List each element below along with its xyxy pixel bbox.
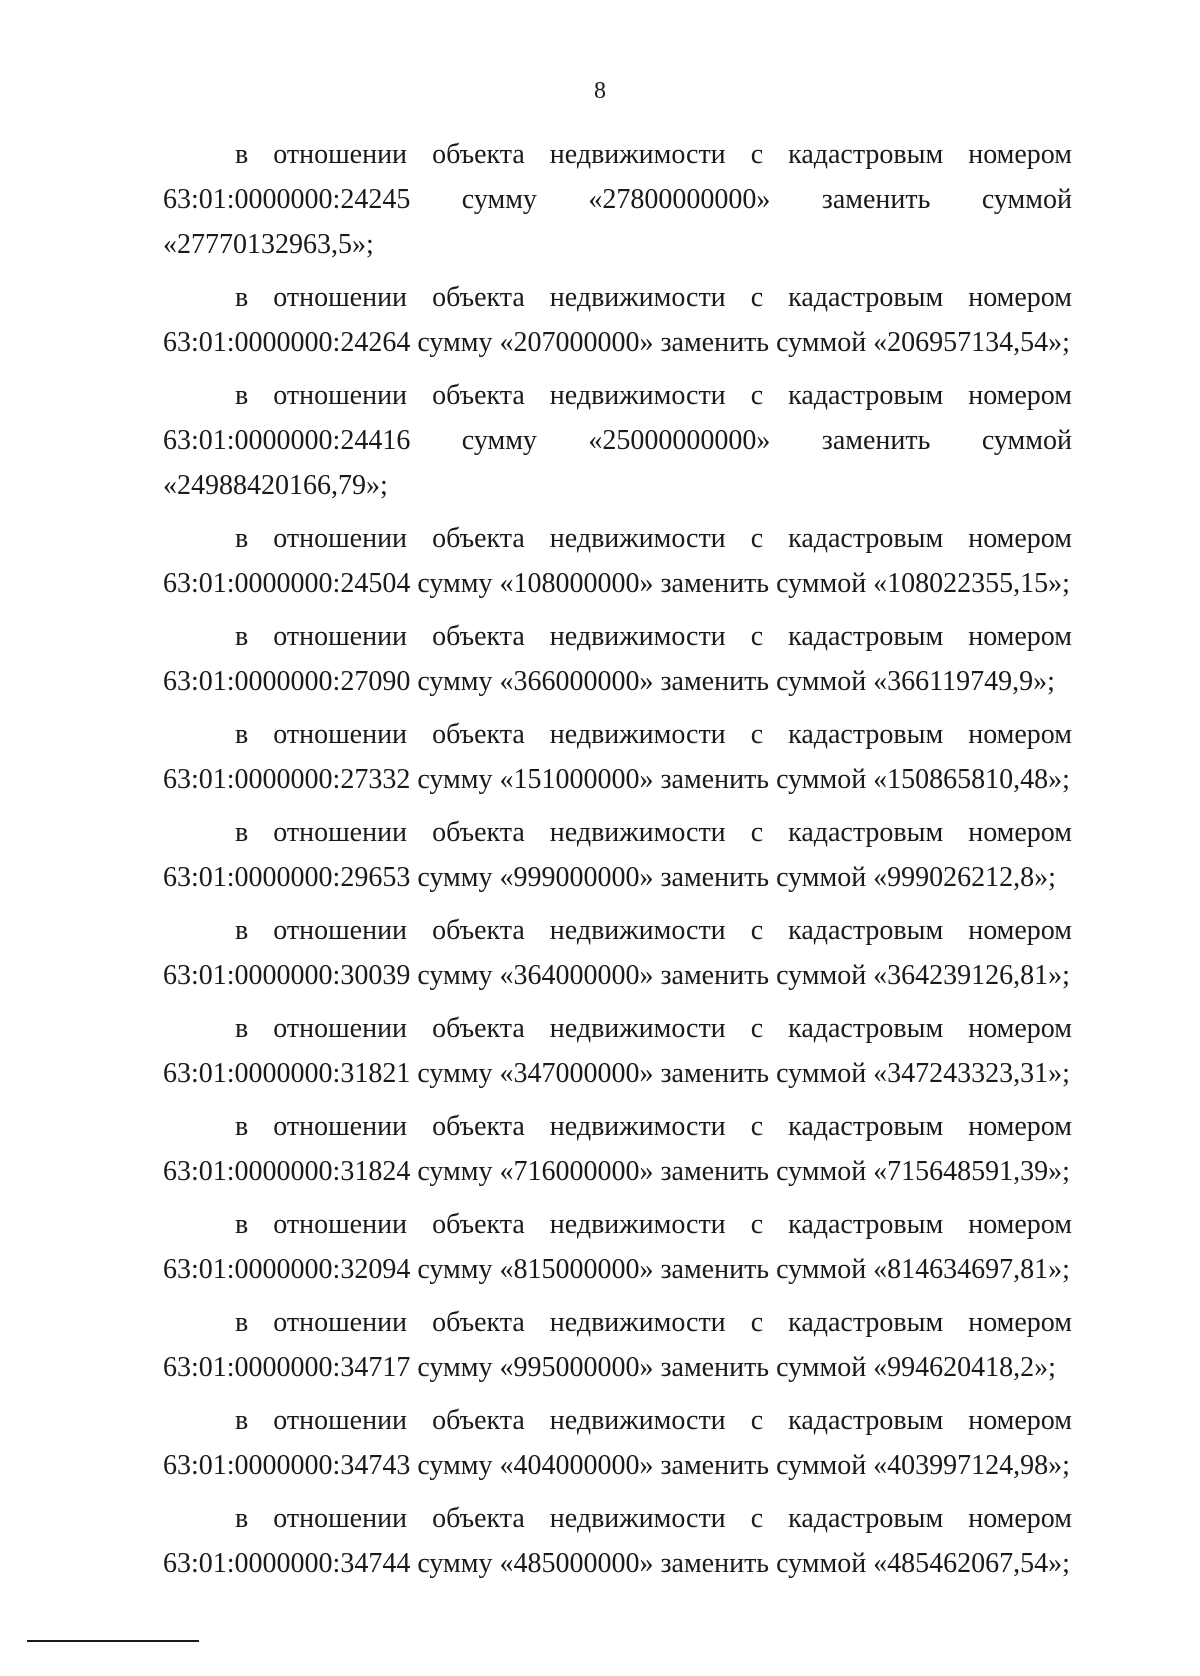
paragraph — [163, 516, 1072, 606]
word: в — [235, 915, 249, 946]
word: кадастровым — [788, 139, 944, 170]
word: заменить — [821, 425, 931, 456]
word: в — [235, 719, 249, 750]
word: в — [235, 1209, 249, 1240]
paragraph — [163, 810, 1072, 900]
paragraph — [163, 1398, 1072, 1488]
text-line: 63:01:0000000:32094 сумму «815000000» заменить суммой «814634697,81»; — [163, 1254, 1070, 1285]
word: отношении — [273, 523, 408, 554]
word: номером — [968, 1503, 1072, 1534]
word: недвижимости — [549, 139, 726, 170]
word: кадастровым — [788, 523, 944, 554]
justified-line — [163, 132, 1072, 177]
paragraph — [163, 1006, 1072, 1096]
word: номером — [968, 1111, 1072, 1142]
word: номером — [968, 139, 1072, 170]
word: кадастровым — [788, 1503, 944, 1534]
paragraph — [163, 275, 1072, 365]
paragraph — [163, 1104, 1072, 1194]
text-line: 63:01:0000000:34744 сумму «485000000» заменить суммой «485462067,54»; — [163, 1548, 1070, 1579]
word: с — [750, 817, 764, 848]
word: номером — [968, 523, 1072, 554]
word: кадастровым — [788, 380, 944, 411]
word: в — [235, 1405, 249, 1436]
word: кадастровым — [788, 1209, 944, 1240]
word: в — [235, 817, 249, 848]
justified-line — [163, 1496, 1072, 1541]
word: заменить — [821, 184, 931, 215]
word: с — [750, 719, 764, 750]
word: номером — [968, 1013, 1072, 1044]
word: отношении — [273, 1013, 408, 1044]
word: недвижимости — [549, 915, 726, 946]
word: отношении — [273, 621, 408, 652]
word: сумму — [461, 425, 537, 456]
word: в — [235, 139, 249, 170]
word: в — [235, 1111, 249, 1142]
justified-line — [163, 1202, 1072, 1247]
word: номером — [968, 1307, 1072, 1338]
justified-line — [163, 177, 1072, 222]
word: с — [750, 380, 764, 411]
word: с — [750, 1013, 764, 1044]
word: объекта — [432, 1209, 525, 1240]
word: номером — [968, 380, 1072, 411]
word: номером — [968, 1405, 1072, 1436]
document-body — [163, 132, 1072, 1594]
paragraph — [163, 1496, 1072, 1586]
word: объекта — [432, 817, 525, 848]
text-line: 63:01:0000000:31824 сумму «716000000» заменить суммой «715648591,39»; — [163, 1156, 1070, 1187]
word: отношении — [273, 1307, 408, 1338]
word: кадастровым — [788, 719, 944, 750]
text-line: 63:01:0000000:24504 сумму «108000000» заменить суммой «108022355,15»; — [163, 568, 1070, 599]
text-line: «27770132963,5»; — [163, 229, 374, 260]
word: 63:01:0000000:24416 — [163, 425, 411, 456]
paragraph — [163, 614, 1072, 704]
word: недвижимости — [549, 523, 726, 554]
justified-line — [163, 275, 1072, 320]
word: в — [235, 380, 249, 411]
word: объекта — [432, 523, 525, 554]
word: кадастровым — [788, 1111, 944, 1142]
word: объекта — [432, 1503, 525, 1534]
word: недвижимости — [549, 1503, 726, 1534]
word: объекта — [432, 1013, 525, 1044]
justified-line — [163, 516, 1072, 561]
word: отношении — [273, 1111, 408, 1142]
word: с — [750, 282, 764, 313]
text-line: 63:01:0000000:27332 сумму «151000000» заменить суммой «150865810,48»; — [163, 764, 1070, 795]
word: объекта — [432, 719, 525, 750]
word: номером — [968, 915, 1072, 946]
word: недвижимости — [549, 1405, 726, 1436]
text-line: 63:01:0000000:29653 сумму «999000000» заменить суммой «999026212,8»; — [163, 862, 1056, 893]
word: кадастровым — [788, 1013, 944, 1044]
word: недвижимости — [549, 1013, 726, 1044]
word: кадастровым — [788, 1307, 944, 1338]
word: «27800000000» — [588, 184, 771, 215]
word: кадастровым — [788, 621, 944, 652]
word: отношении — [273, 139, 408, 170]
word: кадастровым — [788, 282, 944, 313]
text-line: 63:01:0000000:27090 сумму «366000000» заменить суммой «366119749,9»; — [163, 666, 1055, 697]
justified-line — [163, 1398, 1072, 1443]
word: отношении — [273, 380, 408, 411]
paragraph — [163, 132, 1072, 267]
justified-line — [163, 1006, 1072, 1051]
paragraph — [163, 1202, 1072, 1292]
word: недвижимости — [549, 1307, 726, 1338]
word: в — [235, 1013, 249, 1044]
footnote-separator — [27, 1640, 199, 1642]
word: отношении — [273, 719, 408, 750]
word: отношении — [273, 1209, 408, 1240]
word: недвижимости — [549, 719, 726, 750]
justified-line — [163, 1300, 1072, 1345]
word: «25000000000» — [588, 425, 771, 456]
justified-line — [163, 373, 1072, 418]
word: объекта — [432, 1307, 525, 1338]
justified-line — [163, 1104, 1072, 1149]
word: с — [750, 1405, 764, 1436]
word: с — [750, 139, 764, 170]
word: отношении — [273, 915, 408, 946]
justified-line — [163, 908, 1072, 953]
text-line: 63:01:0000000:31821 сумму «347000000» заменить суммой «347243323,31»; — [163, 1058, 1070, 1089]
word: номером — [968, 1209, 1072, 1240]
word: в — [235, 1503, 249, 1534]
word: объекта — [432, 282, 525, 313]
word: объекта — [432, 915, 525, 946]
word: кадастровым — [788, 817, 944, 848]
page-number: 8 — [594, 78, 606, 104]
text-line: 63:01:0000000:34717 сумму «995000000» заменить суммой «994620418,2»; — [163, 1352, 1056, 1383]
justified-line — [163, 712, 1072, 757]
word: недвижимости — [549, 380, 726, 411]
word: недвижимости — [549, 1111, 726, 1142]
word: объекта — [432, 1111, 525, 1142]
word: номером — [968, 817, 1072, 848]
word: отношении — [273, 1503, 408, 1534]
word: объекта — [432, 1405, 525, 1436]
word: отношении — [273, 817, 408, 848]
word: недвижимости — [549, 817, 726, 848]
paragraph — [163, 908, 1072, 998]
word: кадастровым — [788, 915, 944, 946]
text-line: 63:01:0000000:24264 сумму «207000000» заменить суммой «206957134,54»; — [163, 327, 1070, 358]
word: с — [750, 1111, 764, 1142]
word: с — [750, 621, 764, 652]
word: номером — [968, 719, 1072, 750]
word: с — [750, 915, 764, 946]
word: номером — [968, 282, 1072, 313]
word: с — [750, 1307, 764, 1338]
word: в — [235, 621, 249, 652]
word: кадастровым — [788, 1405, 944, 1436]
word: объекта — [432, 621, 525, 652]
word: с — [750, 1503, 764, 1534]
word: 63:01:0000000:24245 — [163, 184, 411, 215]
paragraph — [163, 373, 1072, 508]
word: в — [235, 523, 249, 554]
word: отношении — [273, 282, 408, 313]
word: недвижимости — [549, 1209, 726, 1240]
paragraph — [163, 1300, 1072, 1390]
word: в — [235, 282, 249, 313]
text-line: 63:01:0000000:30039 сумму «364000000» заменить суммой «364239126,81»; — [163, 960, 1070, 991]
word: с — [750, 523, 764, 554]
word: недвижимости — [549, 282, 726, 313]
justified-line — [163, 418, 1072, 463]
word: объекта — [432, 139, 525, 170]
word: сумму — [461, 184, 537, 215]
word: в — [235, 1307, 249, 1338]
word: суммой — [981, 184, 1072, 215]
justified-line — [163, 810, 1072, 855]
word: с — [750, 1209, 764, 1240]
word: номером — [968, 621, 1072, 652]
paragraph — [163, 712, 1072, 802]
word: объекта — [432, 380, 525, 411]
text-line: «24988420166,79»; — [163, 470, 388, 501]
text-line: 63:01:0000000:34743 сумму «404000000» заменить суммой «403997124,98»; — [163, 1450, 1070, 1481]
word: недвижимости — [549, 621, 726, 652]
word: суммой — [981, 425, 1072, 456]
word: отношении — [273, 1405, 408, 1436]
justified-line — [163, 614, 1072, 659]
